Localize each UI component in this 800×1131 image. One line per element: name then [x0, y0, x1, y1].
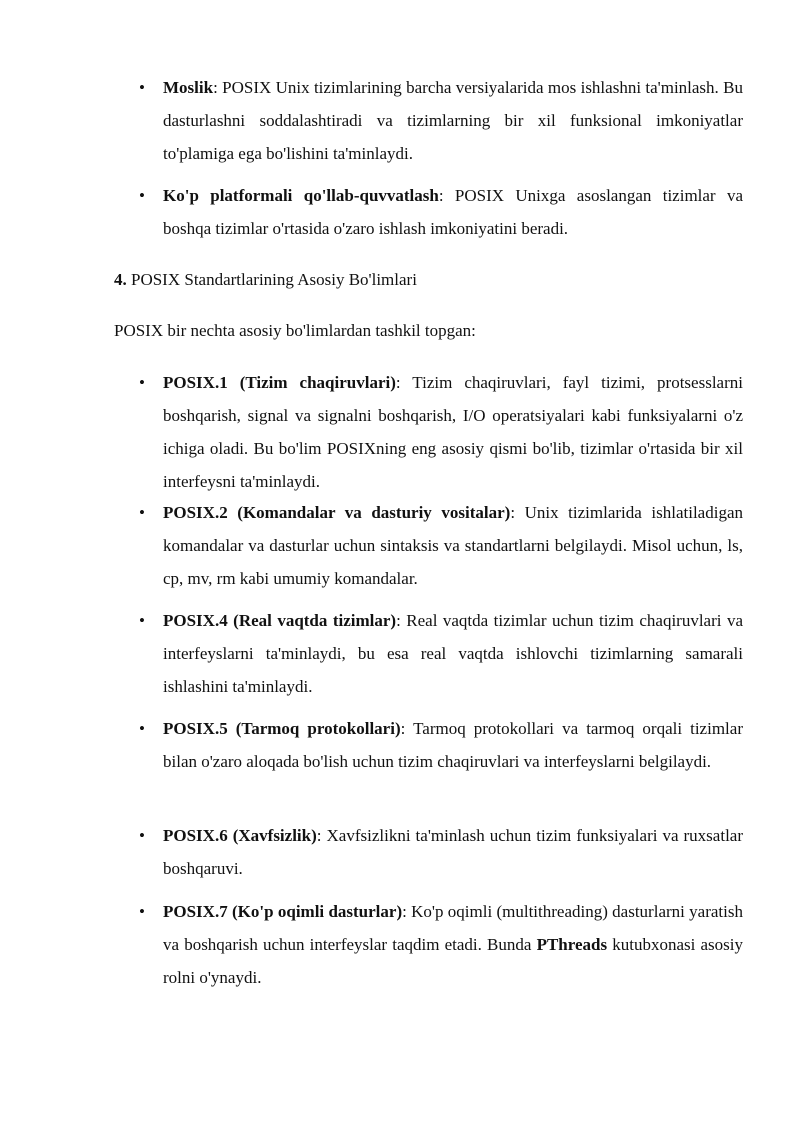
bullet-icon	[137, 71, 147, 104]
item-text: : POSIX Unixga asoslangan tizimlar va boshqa tizimlar o'rtasida o'zaro ishlash imkoniyatini beradi.	[163, 186, 743, 238]
list-item	[163, 604, 743, 703]
section-title: POSIX Standartlarining Asosiy Bo'limlari	[126, 270, 417, 289]
item-text: : Tizim chaqiruvlari, fayl tizimi, protsesslarni boshqarish, signal va signalni boshqarish, I/O operatsiyalari kabi funksiyalarni o'z ichiga oladi. Bu bo'lim POSIXning eng asosiy qismi bo'lib, tizimlar o'rtasida bir xil interfeysni ta'minlaydi.	[163, 373, 743, 491]
list-item	[163, 712, 743, 778]
list-item	[163, 895, 743, 994]
intro-paragraph: POSIX bir nechta asosiy bo'limlardan tashkil topgan:	[114, 321, 476, 340]
list-item	[163, 819, 743, 885]
section-number: 4.	[114, 270, 127, 289]
bullet-icon	[137, 895, 147, 928]
list-item	[163, 179, 743, 245]
term-pthreads: PThreads	[536, 935, 608, 954]
item-text: kutubxonasi asosiy rolni o'ynaydi.	[163, 935, 744, 987]
list-item	[163, 366, 743, 498]
term-posix-1: POSIX.1 (Tizim chaqiruvlari)	[163, 373, 396, 392]
bullet-icon	[137, 604, 147, 637]
item-text: : Real vaqtda tizimlar uchun tizim chaqiruvlari va interfeyslarni ta'minlaydi, bu esa real vaqtda ishlovchi tizimlarning samarali ishlashini ta'minlaydi.	[163, 611, 743, 696]
bullet-icon	[137, 819, 147, 852]
section-heading	[114, 263, 417, 296]
list-item	[163, 71, 743, 170]
term-moslik: Moslik	[163, 78, 214, 97]
bullet-icon	[137, 179, 147, 212]
term-cross-platform: Ko'p platformali qo'llab-quvvatlash	[163, 186, 439, 205]
item-text: : POSIX Unix tizimlarining barcha versiyalarida mos ishlashni ta'minlash. Bu dasturlashni soddalashtiradi va tizimlarning bir xil funksional imkoniyatlar to'plamiga ega bo'lishini ta'minlaydi.	[163, 78, 743, 163]
term-posix-6: POSIX.6 (Xavfsizlik)	[163, 826, 317, 845]
term-posix-2: POSIX.2 (Komandalar va dasturiy vositalar)	[163, 503, 511, 522]
item-text: : Ko'p oqimli (multithreading) dasturlarni yaratish va boshqarish uchun interfeyslar taqdim etadi. Bunda	[163, 902, 743, 954]
term-posix-5: POSIX.5 (Tarmoq protokollari)	[163, 719, 401, 738]
term-posix-7: POSIX.7 (Ko'p oqimli dasturlar)	[163, 902, 403, 921]
bullet-icon	[137, 366, 147, 399]
item-text: : Unix tizimlarida ishlatiladigan komandalar va dasturlar uchun sintaksis va standartlarni belgilaydi. Misol uchun, ls, cp, mv, rm kabi umumiy komandalar.	[163, 503, 743, 588]
item-text: : Xavfsizlikni ta'minlash uchun tizim funksiyalari va ruxsatlar boshqaruvi.	[163, 826, 743, 878]
term-posix-4: POSIX.4 (Real vaqtda tizimlar)	[163, 611, 397, 630]
item-text: : Tarmoq protokollari va tarmoq orqali tizimlar bilan o'zaro aloqada bo'lish uchun tizim chaqiruvlari va interfeyslarni belgilaydi.	[163, 719, 743, 771]
list-item	[163, 496, 743, 595]
bullet-icon	[137, 712, 147, 745]
bullet-icon	[137, 496, 147, 529]
